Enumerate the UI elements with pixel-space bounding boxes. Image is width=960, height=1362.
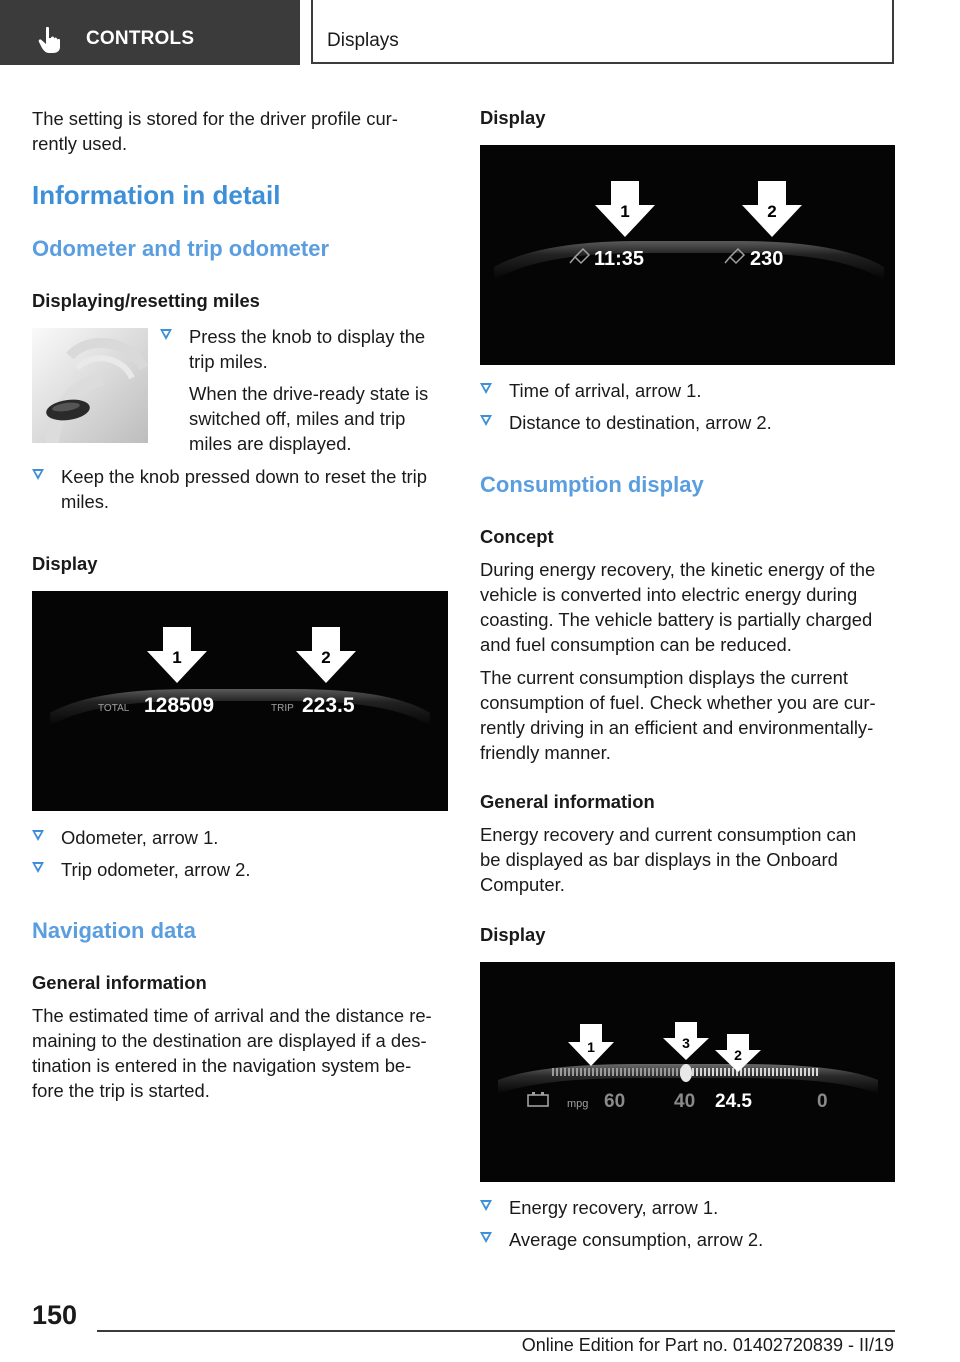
header-section-tab[interactable] [0, 0, 300, 65]
scale-0: 0 [817, 1091, 828, 1112]
bullet-triangle-icon [32, 862, 44, 873]
text-line: Press the knob to display the [189, 326, 426, 347]
footer-divider [97, 1330, 895, 1332]
arrow-1-label: 1 [172, 648, 182, 667]
text-line: miles. [61, 491, 110, 512]
text-line: Keep the knob pressed down to reset the trip [61, 466, 427, 487]
unit-label: mpg [567, 1098, 589, 1110]
heading-displaying-resetting: Displaying/resetting miles [32, 290, 260, 311]
text-line: When the drive-ready state is [189, 383, 429, 404]
scale-60: 60 [604, 1091, 626, 1112]
arrow-2-icon [296, 627, 356, 683]
heading-general-information: General information [32, 972, 207, 993]
text-line: switched off, miles and trip [189, 408, 406, 429]
text-line: Energy recovery and current consumption can [480, 824, 857, 845]
arrow-1-label: 1 [620, 202, 630, 221]
trip-label: TRIP [271, 703, 294, 714]
text-line: and fuel consumption can be reduced. [480, 634, 792, 655]
heading-general-information: General information [480, 791, 655, 812]
display-label: Display [480, 107, 546, 128]
hand-pointer-icon [38, 26, 64, 54]
arrow-1-icon [147, 627, 207, 683]
bullet-triangle-icon [480, 415, 492, 426]
navigation-paragraph [32, 1003, 452, 1103]
bullet-triangle-icon [32, 469, 44, 480]
average-value: 24.5 [715, 1091, 752, 1112]
list-item-text: Average consumption, arrow 2. [509, 1229, 764, 1250]
header-title-box [311, 0, 894, 64]
heading-information-in-detail: Information in detail [32, 180, 281, 210]
text-line: vehicle is converted into electric energy during [480, 584, 858, 605]
arrow-2-label: 2 [734, 1047, 742, 1063]
total-label: TOTAL [98, 703, 130, 714]
list-item-text: Distance to destination, arrow 2. [509, 412, 772, 433]
arrow-3-label: 3 [682, 1035, 690, 1051]
arrow-1-label: 1 [587, 1039, 595, 1055]
list-item-text: Trip odometer, arrow 2. [61, 859, 251, 880]
text-line: maining to the destination are displayed if a des- [32, 1030, 427, 1051]
odometer-display-image [32, 591, 448, 811]
arrow-1-icon [568, 1024, 614, 1066]
heading-consumption-display: Consumption display [480, 472, 704, 497]
bullet-triangle-icon [480, 1232, 492, 1243]
bullet-triangle-icon [480, 383, 492, 394]
text-line: The estimated time of arrival and the distance re- [32, 1005, 432, 1026]
total-value: 128509 [144, 694, 215, 717]
bullet-triangle-icon [32, 830, 44, 841]
battery-icon [528, 1092, 548, 1106]
bullet-triangle-icon [160, 329, 172, 340]
text-line: trip miles. [189, 351, 268, 372]
distance-value: 230 [750, 248, 784, 270]
general-information-paragraph [480, 822, 900, 897]
list-item-text: Odometer, arrow 1. [61, 827, 219, 848]
text-line: be displayed as bar displays in the Onboard [480, 849, 838, 870]
text-line: miles are displayed. [189, 433, 352, 454]
text-line: rently used. [32, 133, 128, 154]
page-number: 150 [32, 1300, 78, 1330]
display-label: Display [32, 553, 98, 574]
current-consumption-paragraph [480, 665, 900, 765]
arrow-2-icon [742, 181, 802, 237]
edition-note: Online Edition for Part no. 01402720839 - II/19 [521, 1335, 894, 1355]
text-line: consumption of fuel. Check whether you are cur- [480, 692, 876, 713]
arrival-time-value: 11:35 [594, 248, 645, 270]
section-label: CONTROLS [86, 28, 195, 49]
heading-concept: Concept [480, 526, 554, 547]
bullet-triangle-icon [480, 1200, 492, 1211]
text-line: friendly manner. [480, 742, 611, 763]
text-line: The current consumption displays the current [480, 667, 848, 688]
text-line: Computer. [480, 874, 565, 895]
page-title: Displays [327, 30, 399, 51]
navigation-display-image [480, 145, 895, 365]
concept-paragraph [480, 557, 900, 657]
heading-navigation-data: Navigation data [32, 918, 196, 943]
heading-odometer: Odometer and trip odometer [32, 236, 330, 261]
arrow-1-icon [595, 181, 655, 237]
trip-value: 223.5 [302, 694, 355, 717]
arrow-2-label: 2 [767, 202, 777, 221]
text-line: fore the trip is started. [32, 1080, 210, 1101]
text-line: coasting. The vehicle battery is partially charged [480, 609, 873, 630]
intro-paragraph [32, 106, 452, 156]
list-item-text: Energy recovery, arrow 1. [509, 1197, 719, 1218]
text-line: During energy recovery, the kinetic energy of the [480, 559, 876, 580]
text-line: tination is entered in the navigation system be- [32, 1055, 412, 1076]
display-label: Display [480, 924, 546, 945]
knob-image [32, 328, 148, 443]
arrow-3-icon [663, 1022, 709, 1060]
list-item-text: Time of arrival, arrow 1. [509, 380, 702, 401]
text-line: rently driving in an efficient and environmentally- [480, 717, 874, 738]
consumption-display-image [480, 962, 895, 1182]
scale-40: 40 [674, 1091, 696, 1112]
text-line: The setting is stored for the driver profile cur- [32, 108, 398, 129]
arrow-2-label: 2 [321, 648, 331, 667]
